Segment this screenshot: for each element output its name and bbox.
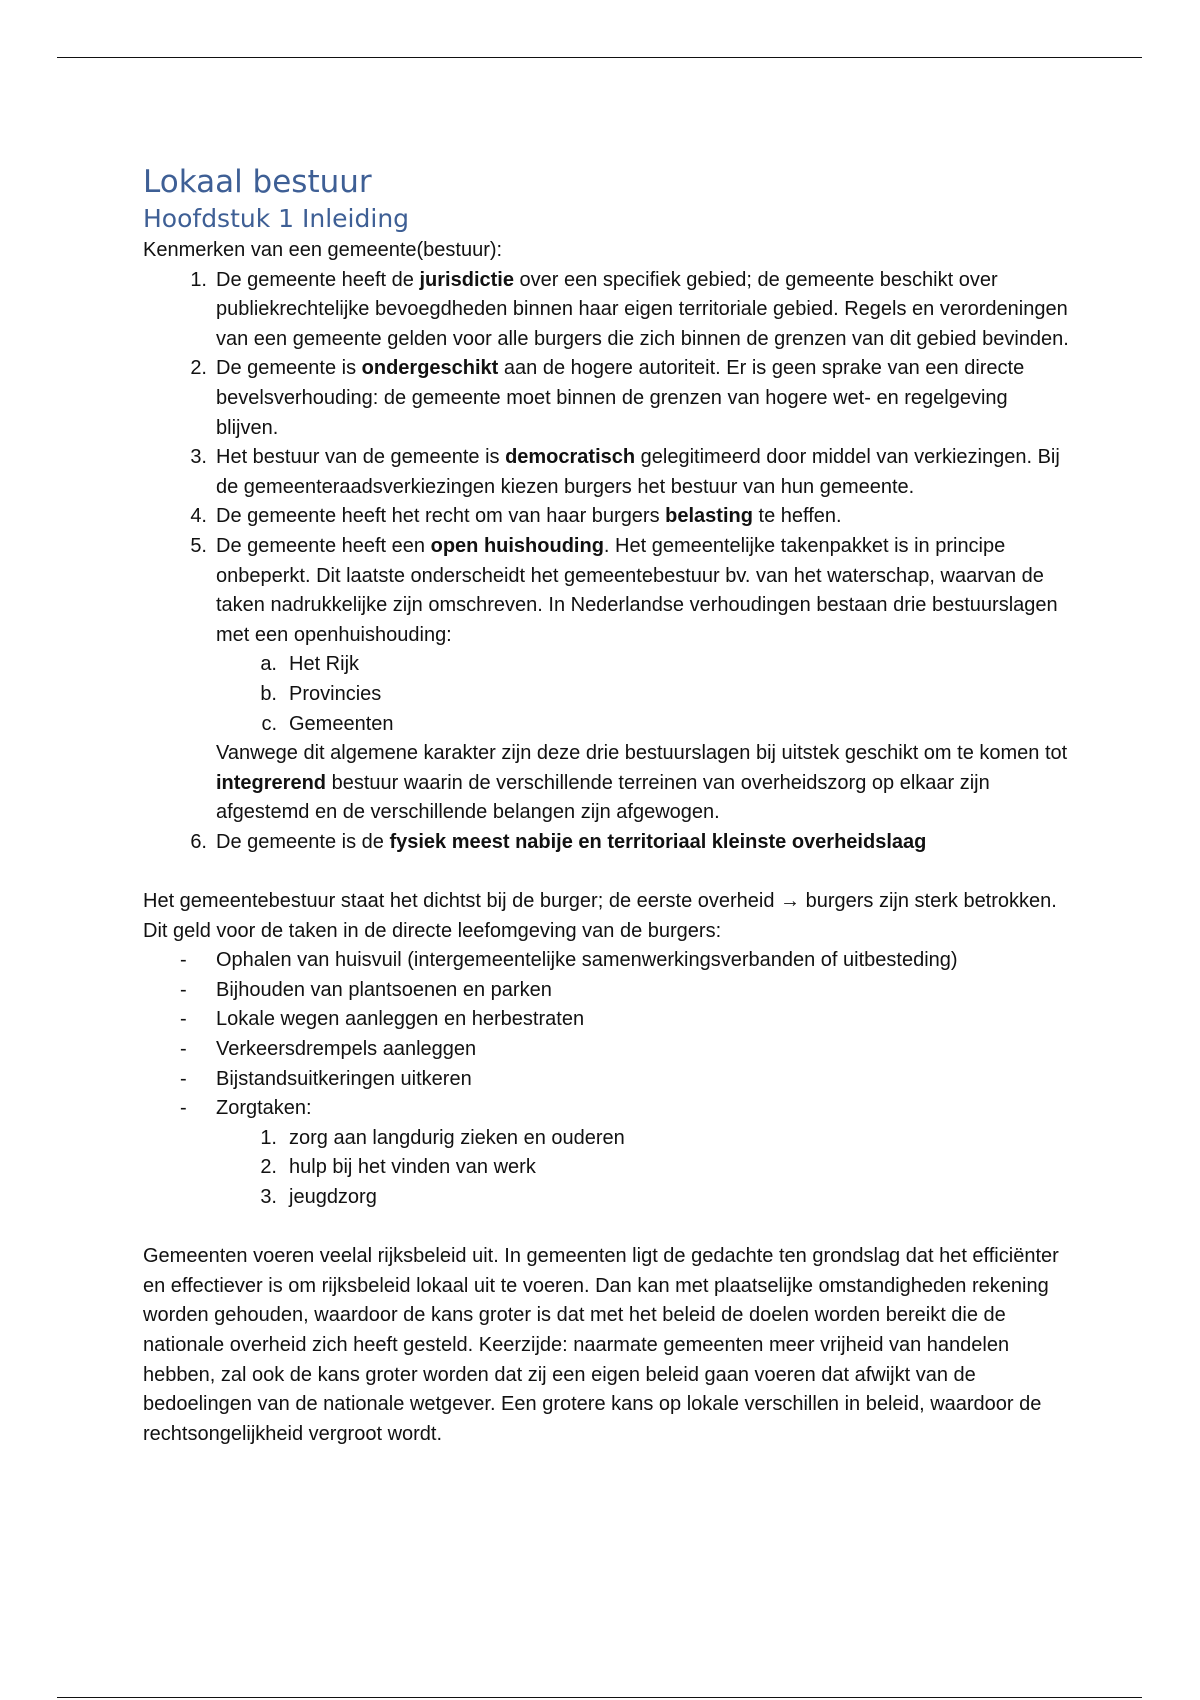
item-text: Ophalen van huisvuil (intergemeentelijke samenwerkingsverbanden of uitbesteding) bbox=[216, 949, 958, 972]
item-text: Verkeersdrempels aanleggen bbox=[216, 1038, 477, 1061]
list-item bbox=[143, 1124, 1073, 1154]
list-number: 3. bbox=[260, 1186, 277, 1208]
item-text: jeugdzorg bbox=[289, 1186, 377, 1208]
list-item bbox=[143, 532, 1073, 650]
item-text: Provincies bbox=[289, 682, 382, 705]
list-item bbox=[143, 354, 1073, 443]
list-item bbox=[143, 680, 1073, 710]
item-text: Bijstandsuitkeringen uitkeren bbox=[216, 1067, 472, 1090]
blank-line bbox=[143, 857, 1073, 887]
item-bold-term: democratisch bbox=[505, 446, 636, 469]
list-number: 3. bbox=[190, 446, 207, 469]
item-bold-term: open huishouding bbox=[430, 534, 604, 557]
item-text: . Het gemeentelijke takenpakket is in principe onbeperkt. Dit laatste onderscheidt het gemeentebestuur bv. van het waterschap, waarvan de taken nadrukkelijke zijn omschreven. In Nederlandse verhoudingen bestaan drie bestuurslagen met een openhuishouding: bbox=[216, 534, 1058, 646]
item-bold-term: ondergeschikt bbox=[361, 357, 499, 380]
burger-paragraph: Het gemeentebestuur staat het dichtst bij de burger; de eerste overheid → burgers zijn sterk betrokken. Dit geld voor de taken in de directe leefomgeving van de burgers: bbox=[143, 890, 1057, 942]
item-text: Lokale wegen aanleggen en herbestraten bbox=[216, 1008, 585, 1031]
rijksbeleid-paragraph: Gemeenten voeren veelal rijksbeleid uit. In gemeenten ligt de gedachte ten grondslag dat het efficiënter en effectiever is om rijksbeleid lokaal uit te voeren. Dan kan met plaatselijke omstandigheden rekening worden gehouden, waardoor de kans groter is dat met het beleid de doelen worden bereikt die de nationale overheid zich heeft gesteld. Keerzijde: naarmate gemeenten meer vrijheid van handelen hebben, zal ook de kans groter worden dat zij een eigen beleid gaan voeren dat afwijkt van de bedoelingen van de nationale wetgever. Een grotere kans op lokale verschillen in beleid, waardoor de rechtsongelijkheid vergroot wordt. bbox=[143, 1245, 1059, 1445]
list-bullet: - bbox=[180, 1008, 187, 1031]
list-number: 4. bbox=[190, 505, 207, 528]
kenmerken-list bbox=[143, 266, 1073, 858]
list-bullet: - bbox=[180, 1038, 187, 1061]
taken-list bbox=[143, 946, 1073, 1212]
item-text: Bijhouden van plantsoenen en parken bbox=[216, 978, 552, 1001]
list-bullet: - bbox=[180, 949, 187, 972]
item-text: De gemeente is bbox=[216, 357, 362, 380]
list-bullet: - bbox=[180, 1097, 187, 1120]
item-bold-term: jurisdictie bbox=[419, 268, 514, 291]
footer-rule bbox=[57, 1697, 1142, 1698]
list-item bbox=[143, 266, 1073, 355]
list-item bbox=[143, 1005, 1073, 1035]
document-title: Lokaal bestuur bbox=[143, 164, 372, 200]
item-text: gelegitimeerd door middel van verkiezingen. Bij de gemeenteraadsverkiezingen kiezen burgers het bestuur van hun gemeente. bbox=[216, 446, 1060, 498]
list-item bbox=[143, 976, 1073, 1006]
list-number: 5. bbox=[190, 534, 207, 557]
item-text: zorg aan langdurig zieken en ouderen bbox=[289, 1126, 625, 1149]
list-item bbox=[143, 443, 1073, 502]
item-text: te heffen. bbox=[752, 505, 842, 528]
item-text: De gemeente heeft een bbox=[216, 534, 431, 557]
header-rule bbox=[57, 57, 1142, 58]
list-letter: a. bbox=[260, 653, 277, 676]
list-item bbox=[143, 1153, 1073, 1183]
list-item bbox=[143, 502, 1073, 532]
item-text: Het Rijk bbox=[289, 653, 360, 676]
list-letter: b. bbox=[260, 682, 277, 705]
zorgtaken-list bbox=[143, 1124, 1073, 1213]
list-item bbox=[143, 1065, 1073, 1095]
item-text: Het bestuur van de gemeente is bbox=[216, 446, 506, 469]
item-bold-term: belasting bbox=[665, 505, 753, 528]
bestuurslagen-list bbox=[143, 650, 1073, 739]
document-body bbox=[143, 162, 1073, 1449]
list-bullet: - bbox=[180, 1067, 187, 1090]
item-text: Vanwege dit algemene karakter zijn deze drie bestuurslagen bij uitstek geschikt om te komen tot bbox=[216, 742, 1068, 765]
list-letter: c. bbox=[261, 712, 277, 735]
item-text: Gemeenten bbox=[289, 712, 394, 735]
item-bold-term: integrerend bbox=[216, 771, 327, 794]
item-text: De gemeente heeft de bbox=[216, 268, 420, 291]
item-text: De gemeente heeft het recht om van haar burgers bbox=[216, 505, 666, 528]
item-text: Zorgtaken: bbox=[216, 1097, 312, 1120]
list-number: 2. bbox=[260, 1156, 277, 1179]
list-item bbox=[143, 1183, 1073, 1213]
list-number: 1. bbox=[190, 268, 207, 291]
list-item bbox=[143, 1035, 1073, 1065]
list-number: 6. bbox=[190, 830, 207, 853]
list-number: 2. bbox=[190, 357, 207, 380]
list-item bbox=[143, 1094, 1073, 1124]
item-bold-term: fysiek meest nabije en territoriaal kleinste overheidslaag bbox=[389, 830, 927, 853]
item-text: aan de hogere autoriteit. Er is geen sprake van een directe bevelsverhouding: de gemeente moet binnen de grenzen van hogere wet- en regelgeving blijven. bbox=[216, 357, 1025, 439]
list-item bbox=[143, 650, 1073, 680]
item-text: hulp bij het vinden van werk bbox=[289, 1156, 536, 1179]
item-text: De gemeente is de bbox=[216, 830, 390, 853]
blank-line bbox=[143, 1213, 1073, 1243]
intro-text: Kenmerken van een gemeente(bestuur): bbox=[143, 239, 503, 261]
item-continuation bbox=[143, 739, 1073, 828]
list-item bbox=[143, 710, 1073, 740]
list-bullet: - bbox=[180, 978, 187, 1001]
list-item bbox=[143, 946, 1073, 976]
item-text: over een specifiek gebied; de gemeente beschikt over publiekrechtelijke bevoegdheden binnen haar eigen territoriale gebied. Regels en verordeningen van een gemeente gelden voor alle burgers die zich binnen de grenzen van dit gebied bevinden. bbox=[216, 268, 1069, 350]
item-text: bestuur waarin de verschillende terreinen van overheidszorg op elkaar zijn afgestemd en de verschillende belangen zijn afgewogen. bbox=[216, 771, 990, 824]
list-item bbox=[143, 828, 1073, 858]
chapter-heading: Hoofdstuk 1 Inleiding bbox=[143, 204, 410, 233]
list-number: 1. bbox=[260, 1126, 277, 1149]
